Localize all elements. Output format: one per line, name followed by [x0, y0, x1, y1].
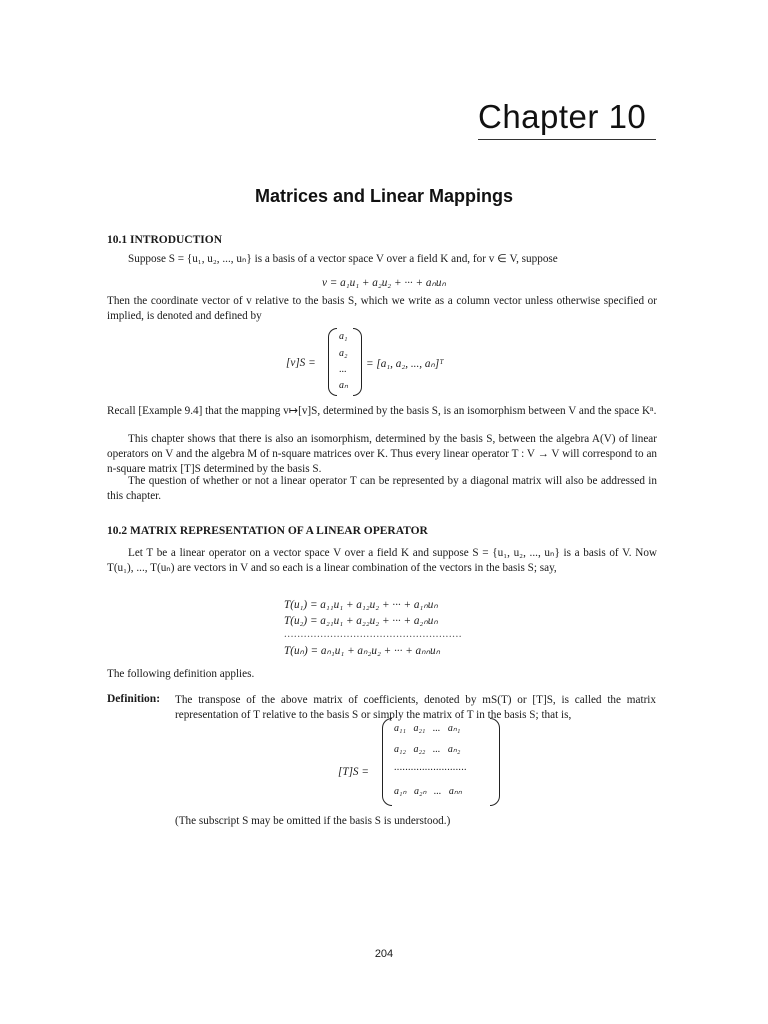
- matrix-row: a₁ₙ a₂ₙ ... aₙₙ: [394, 786, 462, 797]
- matrix-lhs: [T]S =: [338, 766, 369, 778]
- equation-dots-row: ......................................................: [284, 628, 463, 640]
- intro-paragraph-3: Recall [Example 9.4] that the mapping v↦[v]S, determined by the basis S, is an isomorphism between V and the space Kⁿ.: [107, 405, 657, 417]
- coord-vector-lhs: [v]S =: [286, 357, 316, 369]
- right-paren: [490, 718, 500, 806]
- page-number: 204: [374, 948, 394, 960]
- intro-paragraph-2: Then the coordinate vector of v relative to the basis S, which we write as a column vector unless otherwise specified or implied, is denoted and defined by: [107, 295, 657, 322]
- left-paren: [382, 718, 392, 806]
- coord-entry: ...: [339, 364, 347, 375]
- intro-paragraph-4: This chapter shows that there is also an isomorphism, determined by the basis S, between the algebra A(V) of linear operators on V and the algebra M of n-square matrices over K. Thus every linear operator T : V → V will correspond to an n-square matrix [T]S determined by the basis S.: [107, 433, 657, 475]
- coord-column-vector: [328, 328, 362, 396]
- intro-paragraph-1: Suppose S = {u₁, u₂, ..., uₙ} is a basis of a vector space V over a field K and, for v ∈ V, suppose: [128, 253, 558, 265]
- matrix-row: a₁₂ a₂₂ ... aₙ₂: [394, 744, 461, 755]
- coord-entry: a₁: [339, 331, 348, 342]
- section2-paragraph-2: The following definition applies.: [107, 668, 255, 680]
- equation-v: v = a₁u₁ + a₂u₂ + ··· + aₙuₙ: [322, 277, 446, 289]
- subscript-note: (The subscript S may be omitted if the basis S is understood.): [175, 815, 451, 827]
- section-heading-introduction: 10.1 INTRODUCTION: [107, 234, 223, 246]
- chapter-title: Matrices and Linear Mappings: [254, 186, 514, 206]
- left-paren: [328, 328, 337, 396]
- coord-entry: a₂: [339, 348, 348, 359]
- chapter-rule: [478, 139, 656, 140]
- coefficient-matrix: [382, 718, 500, 806]
- intro-paragraph-5: The question of whether or not a linear operator T can be represented by a diagonal matrix will also be addressed in this chapter.: [107, 475, 657, 502]
- matrix-dots-row: ..........................: [394, 762, 467, 773]
- operator-equation: T(u₂) = a₂₁u₁ + a₂₂u₂ + ··· + a₂ₙuₙ: [284, 615, 438, 627]
- section-heading-matrix-representation: 10.2 MATRIX REPRESENTATION OF A LINEAR OPERATOR: [107, 525, 428, 537]
- operator-equation: T(uₙ) = aₙ₁u₁ + aₙ₂u₂ + ··· + aₙₙuₙ: [284, 645, 441, 657]
- operator-equation: T(u₁) = a₁₁u₁ + a₁₂u₂ + ··· + a₁ₙuₙ: [284, 599, 438, 611]
- definition-label: Definition:: [107, 693, 161, 705]
- coord-entry: aₙ: [339, 380, 348, 391]
- coord-vector-rhs: = [a₁, a₂, ..., aₙ]ᵀ: [366, 358, 444, 370]
- matrix-row: a₁₁ a₂₁ ... aₙ₁: [394, 723, 461, 734]
- chapter-heading: Chapter 10: [478, 98, 647, 135]
- right-paren: [353, 328, 362, 396]
- definition-text: The transpose of the above matrix of coefficients, denoted by mS(T) or [T]S, is called the matrix representation of T relative to the basis S or simply the matrix of T in the basis S; that is,: [175, 694, 656, 721]
- section2-paragraph-1: Let T be a linear operator on a vector space V over a field K and suppose S = {u₁, u₂, ..., uₙ} is a basis of V. Now T(u₁), ..., T(uₙ) are vectors in V and so each is a linear combination of the vectors in the basis S; say,: [107, 547, 657, 574]
